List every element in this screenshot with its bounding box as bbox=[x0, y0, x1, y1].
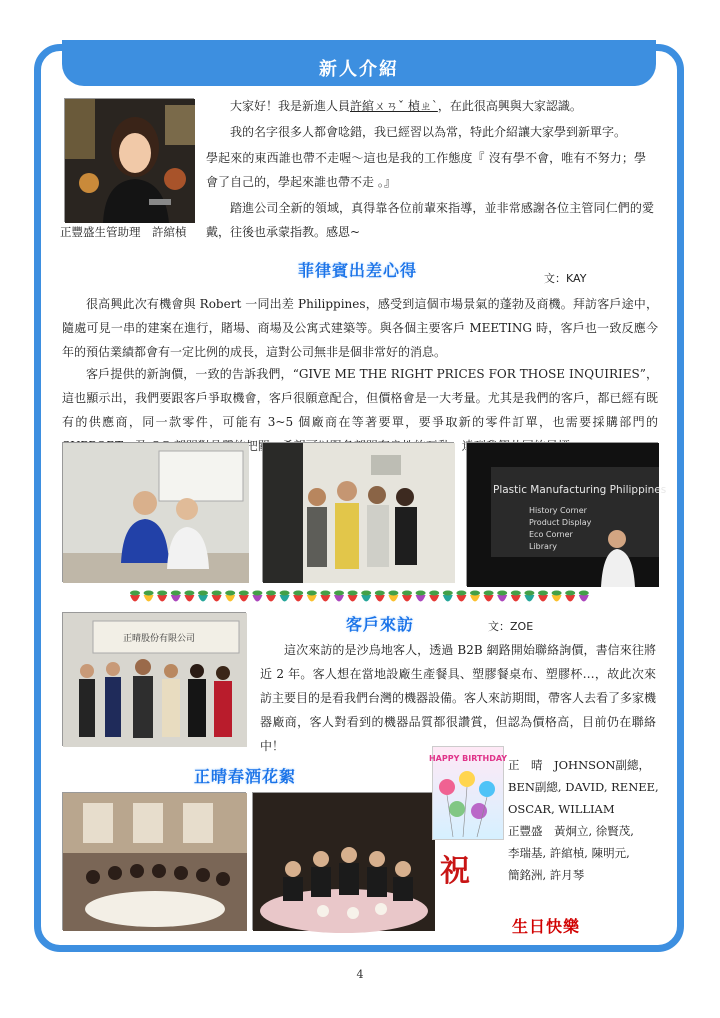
strawberry-leaf-icon bbox=[361, 591, 371, 596]
strawberry-leaf-icon bbox=[402, 591, 412, 596]
sign-item-1: History Corner bbox=[529, 506, 587, 515]
new-staff-paragraph-1 bbox=[206, 94, 654, 118]
strawberry-icon bbox=[266, 595, 276, 602]
factory-wall-sign-icon bbox=[467, 443, 667, 587]
birthday-line: OSCAR, WILLIAM bbox=[508, 802, 615, 816]
strawberry-leaf-icon bbox=[416, 591, 426, 596]
strawberry-leaf-icon bbox=[252, 591, 262, 596]
strawberry-icon bbox=[375, 595, 385, 602]
sign-item-3: Eco Corner bbox=[529, 530, 573, 539]
strawberry-leaf-icon bbox=[280, 591, 290, 596]
meeting-scene-icon bbox=[63, 443, 249, 583]
strawberry-icon bbox=[511, 595, 521, 602]
strawberry-icon bbox=[416, 595, 426, 602]
strawberry-icon bbox=[552, 595, 562, 602]
strawberry-leaf-icon bbox=[198, 591, 208, 596]
strawberry-icon bbox=[456, 595, 466, 602]
strawberry-icon bbox=[402, 595, 412, 602]
strawberry-leaf-icon bbox=[130, 591, 140, 596]
strawberry-leaf-icon bbox=[552, 591, 562, 596]
strawberry-icon bbox=[157, 595, 167, 602]
visit-group-photo bbox=[262, 442, 454, 582]
banquet-group-icon bbox=[253, 793, 435, 931]
factory-sign-photo bbox=[466, 442, 667, 586]
name-pronunciation: 許綰ㄨㄢˇ 楨ㄓ` bbox=[350, 99, 438, 113]
new-staff-paragraph-3: 學起來的東西誰也帶不走喔～這也是我的工作態度『 沒有學不會，唯有不努力；學會了自己的，學起來誰也帶不走 。』 bbox=[206, 151, 646, 189]
happy-birthday-title: 生日快樂 bbox=[512, 917, 581, 936]
new-staff-paragraph-4-text: 踏進公司全新的領域，真得靠各位前輩來指導，並非常感謝各位主管同仁們的愛戴，往後也承蒙指教。感恩~ bbox=[206, 201, 654, 239]
strawberry-icon bbox=[184, 595, 194, 602]
strawberry-leaf-icon bbox=[443, 591, 453, 596]
visitors-group-icon bbox=[63, 613, 247, 747]
customer-visit-photo bbox=[62, 612, 246, 746]
birthday-line: 正 晴 JOHNSON副總， bbox=[508, 758, 650, 772]
intro-text-pre: 大家好！我是新進人員 bbox=[230, 99, 351, 113]
strawberry-leaf-icon bbox=[348, 591, 358, 596]
strawberry-icon bbox=[348, 595, 358, 602]
strawberry-icon bbox=[361, 595, 371, 602]
meeting-photo bbox=[62, 442, 248, 582]
birthday-balloons-icon bbox=[428, 747, 508, 839]
strawberry-leaf-icon bbox=[320, 591, 330, 596]
new-staff-paragraph-4 bbox=[206, 196, 654, 244]
new-staff-photo-caption: 正豐盛生管助理 許綰楨 bbox=[60, 225, 187, 239]
section-title-new-staff: 新人介紹 bbox=[319, 59, 399, 80]
birthday-card-text: HAPPY BIRTHDAY bbox=[428, 754, 508, 763]
new-staff-paragraph-2: 我的名字很多人都會唸錯，我已經習以為常，特此介紹讓大家學到新單字。 bbox=[230, 125, 627, 139]
strawberry-leaf-icon bbox=[524, 591, 534, 596]
strawberry-icon bbox=[239, 595, 249, 602]
sign-item-4: Library bbox=[529, 542, 557, 551]
customer-visit-author: 文：ZOE bbox=[488, 620, 534, 633]
intro-text-post: ，在此很高興與大家認識。 bbox=[437, 99, 582, 113]
strawberry-divider-icon bbox=[128, 588, 592, 606]
strawberry-leaf-icon bbox=[307, 591, 317, 596]
strawberry-leaf-icon bbox=[144, 591, 154, 596]
strawberry-leaf-icon bbox=[157, 591, 167, 596]
birthday-line: BEN副總, DAVID, RENEE, bbox=[508, 780, 659, 794]
strawberry-icon bbox=[429, 595, 439, 602]
strawberry-icon bbox=[198, 595, 208, 602]
strawberry-leaf-icon bbox=[225, 591, 235, 596]
strawberry-icon bbox=[320, 595, 330, 602]
strawberry-icon bbox=[470, 595, 480, 602]
spring-party-photo-1 bbox=[62, 792, 246, 930]
strawberry-leaf-icon bbox=[375, 591, 385, 596]
philippines-author: 文：KAY bbox=[544, 272, 587, 285]
strawberry-icon bbox=[388, 595, 398, 602]
strawberry-leaf-icon bbox=[266, 591, 276, 596]
strawberry-leaf-icon bbox=[470, 591, 480, 596]
birthday-line: 李瑞基, 許綰楨, 陳明元, bbox=[508, 846, 630, 860]
strawberry-icon bbox=[144, 595, 154, 602]
strawberry-icon bbox=[280, 595, 290, 602]
philippines-paragraph-1: 很高興此次有機會與 Robert 一同出差 Philippines，感受到這個市場景氣的蓬勃及商機。拜訪客戶途中，隨處可見一串的建案在進行，賭場、商場及公寓式建築等。與各個主要客戶 MEETING 時，客戶也一致反應今年的預估業績都會有一定比例的成長，這對公司無非是個非常好的消息。 bbox=[62, 297, 658, 359]
strawberry-icon bbox=[334, 595, 344, 602]
strawberry-leaf-icon bbox=[484, 591, 494, 596]
strawberry-leaf-icon bbox=[538, 591, 548, 596]
strawberry-icon bbox=[497, 595, 507, 602]
strawberry-icon bbox=[307, 595, 317, 602]
strawberry-leaf-icon bbox=[239, 591, 249, 596]
strawberry-icon bbox=[225, 595, 235, 602]
strawberry-leaf-icon bbox=[456, 591, 466, 596]
strawberry-icon bbox=[538, 595, 548, 602]
strawberry-icon bbox=[565, 595, 575, 602]
strawberry-icon bbox=[171, 595, 181, 602]
strawberry-leaf-icon bbox=[293, 591, 303, 596]
strawberry-leaf-icon bbox=[388, 591, 398, 596]
sign-item-2: Product Display bbox=[529, 518, 592, 527]
strawberry-leaf-icon bbox=[511, 591, 521, 596]
birthday-line: 簡銘洲, 許月琴 bbox=[508, 868, 585, 882]
strawberry-icon bbox=[443, 595, 453, 602]
strawberry-icon bbox=[130, 595, 140, 602]
strawberry-icon bbox=[212, 595, 222, 602]
birthday-card-image bbox=[428, 746, 508, 840]
section-title-philippines: 菲律賓出差心得 bbox=[298, 261, 418, 280]
strawberry-leaf-icon bbox=[184, 591, 194, 596]
spring-party-photo-2 bbox=[252, 792, 434, 930]
birthday-name-list bbox=[508, 754, 668, 886]
section-title-customer-visit: 客戶來訪 bbox=[346, 615, 415, 634]
strawberry-icon bbox=[293, 595, 303, 602]
new-staff-photo bbox=[64, 98, 194, 222]
strawberry-icon bbox=[579, 595, 589, 602]
strawberry-leaf-icon bbox=[212, 591, 222, 596]
strawberry-leaf-icon bbox=[565, 591, 575, 596]
strawberry-leaf-icon bbox=[171, 591, 181, 596]
group-standing-icon bbox=[263, 443, 455, 583]
strawberry-leaf-icon bbox=[334, 591, 344, 596]
office-sign-text: 正晴股份有限公司 bbox=[123, 634, 196, 644]
section-title-spring-party: 正晴春酒花絮 bbox=[194, 767, 297, 786]
blessing-glyph: 祝 bbox=[440, 854, 470, 889]
customer-visit-paragraph: 這次來訪的是沙烏地客人，透過 B2B 網路開始聯絡詢價，書信來往將近 2 年。客人想在當地設廠生產餐具、塑膠餐桌布、塑膠杯…，故此次來訪主要目的是看我們台灣的機器設備。客人來訪期間，帶客人去看了多家機器廠商，客人對看到的機器品質都很讚賞，但認為價格高，目前仍在聯絡中！ bbox=[260, 643, 657, 753]
philippines-paragraph-2: 客戶提供的新詢價，一致的告訴我們，“GIVE ME THE RIGHT PRICES FOR THOSE INQUIRIES”，這也顯示出，我們要跟客戶爭取機會，客戶很願意配合，但價格會是一大考量。尤其是我們的客戶，都已經有既有的供應商，同一款零件，可能有 3~5 個廠商在等著要單，要爭取新的零件訂單，也需要採購部門的 bbox=[62, 367, 658, 429]
strawberry-leaf-icon bbox=[579, 591, 589, 596]
strawberry-icon bbox=[484, 595, 494, 602]
factory-sign-text: Plastic Manufacturing Philippines bbox=[493, 484, 667, 496]
strawberry-icon bbox=[524, 595, 534, 602]
strawberry-icon bbox=[252, 595, 262, 602]
strawberry-leaf-icon bbox=[429, 591, 439, 596]
dinner-table-icon bbox=[63, 793, 247, 931]
person-portrait-icon bbox=[65, 99, 195, 223]
birthday-line: 正豐盛 黃炯立, 徐賢茂, bbox=[508, 824, 634, 838]
page-number: 4 bbox=[356, 968, 364, 981]
top-banner bbox=[62, 40, 656, 86]
strawberry-leaf-icon bbox=[497, 591, 507, 596]
